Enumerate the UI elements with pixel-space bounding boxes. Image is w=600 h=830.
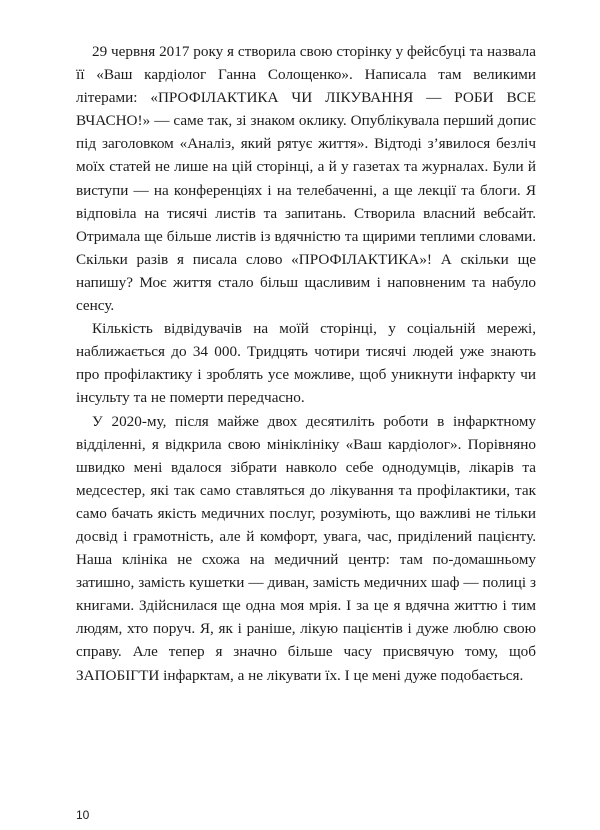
page-number: 10	[76, 808, 90, 822]
paragraph-facebook-page: 29 червня 2017 року я створила свою сторінку у фейсбуці та назвала її «Ваш кардіолог Ганна Солощенко». Написала там великими літерами: «ПРОФІЛАКТИКА ЧИ ЛІКУВАННЯ — РОБИ ВСЕ ВЧАСНО!» — саме так, зі знаком оклику. Опублікувала перший допис під заголовком «Аналіз, який рятує життя». Відтоді з’явилося безліч моїх статей не лише на цій сторінці, а й у газетах та журналах. Були й виступи — на конференціях і на телебаченні, а ще лекції та блоги. Я відповіла на тисячі листів та запитань. Створила власний вебсайт. Отримала ще більше листів із вдячністю та щирими теплими словами. Скільки разів я писала слово «ПРОФІЛАКТИКА»! А скільки ще напишу? Моє життя стало більш щасливим і наповненим та набуло сенсу.	[76, 43, 536, 315]
body-text	[76, 40, 536, 687]
paragraph-clinic: У 2020-му, після майже двох десятиліть роботи в інфарктному відділенні, я відкрила свою мініклініку «Ваш кардіолог». Порівняно швидко мені вдалося зібрати навколо себе однодумців, лікарів та медсестер, які так само ставляться до лікування та профілактики, так само бачать якість медичних послуг, розуміють, що важливі не тільки досвід і грамотність, але й комфорт, увага, час, приділений пацієнту. Наша клініка не схожа на медичний центр: там по-домашньому затишно, замість кушетки — диван, замість медичних шаф — полиці з книгами. Здійснилася ще одна моя мрія. І за це я вдячна життю і тим людям, хто поруч. Я, як і раніше, лікую пацієнтів і дуже люблю свою справу. Але тепер я значно більше часу присвячую тому, щоб ЗАПОБІГТИ інфарктам, а не лікувати їх. І це мені дуже подобається.	[76, 412, 536, 684]
paragraph-visitor-count: Кількість відвідувачів на моїй сторінці, у соціальній мережі, наближається до 34 000. Тридцять чотири тисячі людей уже знають про профілактику і зроблять усе можливе, щоб уникнути інфаркту чи інсульту та не померти передчасно.	[76, 320, 536, 407]
